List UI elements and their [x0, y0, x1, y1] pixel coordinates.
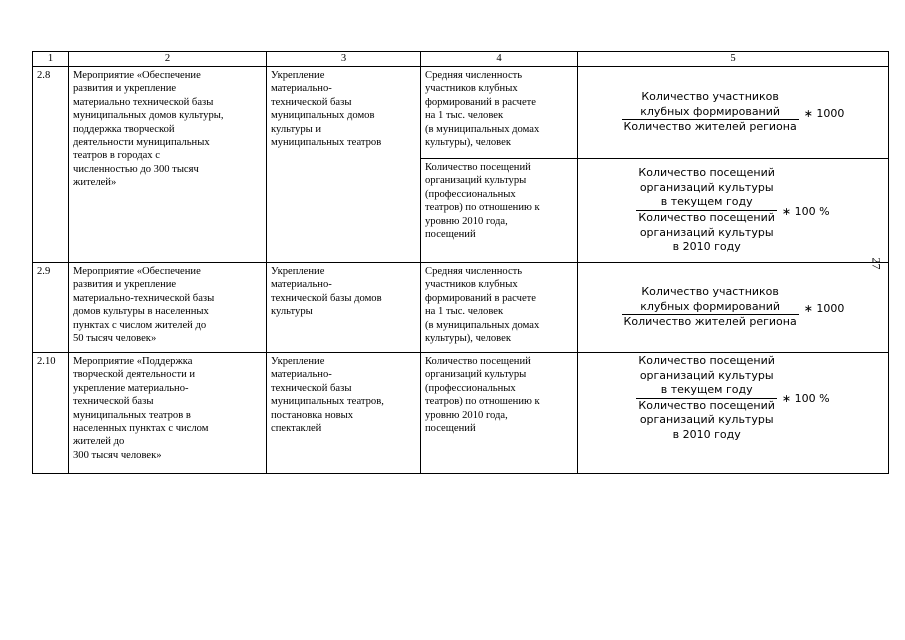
fraction: [622, 285, 799, 330]
formula-numerator: Количество участников клубных формирований: [640, 285, 781, 313]
table-row: [33, 353, 889, 474]
event-cell: [69, 67, 267, 263]
goal-text: Укрепление материально- технической базы муниципальных домов культуры и муниципальных театров: [271, 70, 382, 149]
header-cell: 1: [33, 52, 69, 67]
row-number: 2.10: [33, 353, 69, 474]
formula: [578, 353, 888, 443]
goal-cell: [267, 263, 421, 353]
formula-cell: [578, 67, 889, 159]
event-text: Мероприятие «Обеспечение развития и укрепление материально технической базы муниципальных домов культуры, поддержка творческой деятельности муниципальных театров в городах с численностью до 300 тысяч жителей»: [73, 70, 224, 189]
formula-denominator: Количество жителей региона: [623, 120, 797, 134]
header-cell: 3: [267, 52, 421, 67]
event-cell: [69, 353, 267, 474]
formula: [578, 90, 888, 135]
formula: [578, 166, 888, 255]
formula: [578, 285, 888, 330]
indicators-table: [32, 51, 889, 474]
row-number: 2.9: [33, 263, 69, 353]
formula-multiplier: ∗ 1000: [803, 106, 845, 120]
header-cell: 2: [69, 52, 267, 67]
row-number: 2.8: [33, 67, 69, 263]
goal-text: Укрепление материально- технической базы домов культуры: [271, 266, 382, 318]
formula-cell: [578, 159, 889, 263]
indicator-text: Средняя численность участников клубных формирований в расчете на 1 тыс. человек (в муниципальных домах культуры), человек: [425, 70, 540, 149]
formula-cell: [578, 353, 889, 474]
fraction: [622, 90, 799, 135]
indicator-cell: [421, 263, 578, 353]
formula-numerator: Количество участников клубных формирований: [640, 90, 781, 118]
indicator-text: Средняя численность участников клубных формирований в расчете на 1 тыс. человек (в муниципальных домах культуры), человек: [425, 266, 540, 345]
formula-denominator: Количество посещений организаций культуры в 2010 году: [638, 211, 775, 254]
table-header-row: [33, 52, 889, 67]
fraction: [636, 354, 777, 443]
formula-multiplier: ∗ 1000: [803, 301, 845, 315]
formula-numerator: Количество посещений организаций культуры в текущем году: [638, 166, 775, 209]
formula-denominator: Количество жителей региона: [623, 315, 797, 329]
goal-text: Укрепление материально- технической базы муниципальных театров, постановка новых спектаклей: [271, 356, 384, 435]
page-number: 27: [869, 257, 884, 270]
goal-cell: [267, 67, 421, 263]
table-row: [33, 263, 889, 353]
event-cell: [69, 263, 267, 353]
indicator-cell: [421, 67, 578, 159]
event-text: Мероприятие «Обеспечение развития и укрепление материально-технической базы домов культуры в населенных пунктах с числом жителей до 50 тысяч человек»: [73, 266, 215, 345]
indicator-cell: [421, 159, 578, 263]
formula-cell: [578, 263, 889, 353]
formula-multiplier: ∗ 100 %: [781, 392, 830, 406]
formula-denominator: Количество посещений организаций культуры в 2010 году: [638, 398, 775, 441]
table-row: [33, 67, 889, 159]
header-cell: 5: [578, 52, 889, 67]
fraction: [636, 166, 777, 255]
formula-multiplier: ∗ 100 %: [781, 204, 830, 218]
indicator-text: Количество посещений организаций культуры (профессиональных театров) по отношению к уровню 2010 года, посещений: [425, 356, 540, 435]
indicator-cell: [421, 353, 578, 474]
formula-numerator: Количество посещений организаций культуры в текущем году: [638, 354, 775, 397]
indicator-text: Количество посещений организаций культуры (профессиональных театров) по отношению к уровню 2010 года, посещений: [425, 162, 540, 241]
goal-cell: [267, 353, 421, 474]
event-text: Мероприятие «Поддержка творческой деятельности и укрепление материально- технической базы муниципальных театров в населенных пунктах с числом жителей до 300 тысяч человек»: [73, 356, 209, 461]
header-cell: 4: [421, 52, 578, 67]
